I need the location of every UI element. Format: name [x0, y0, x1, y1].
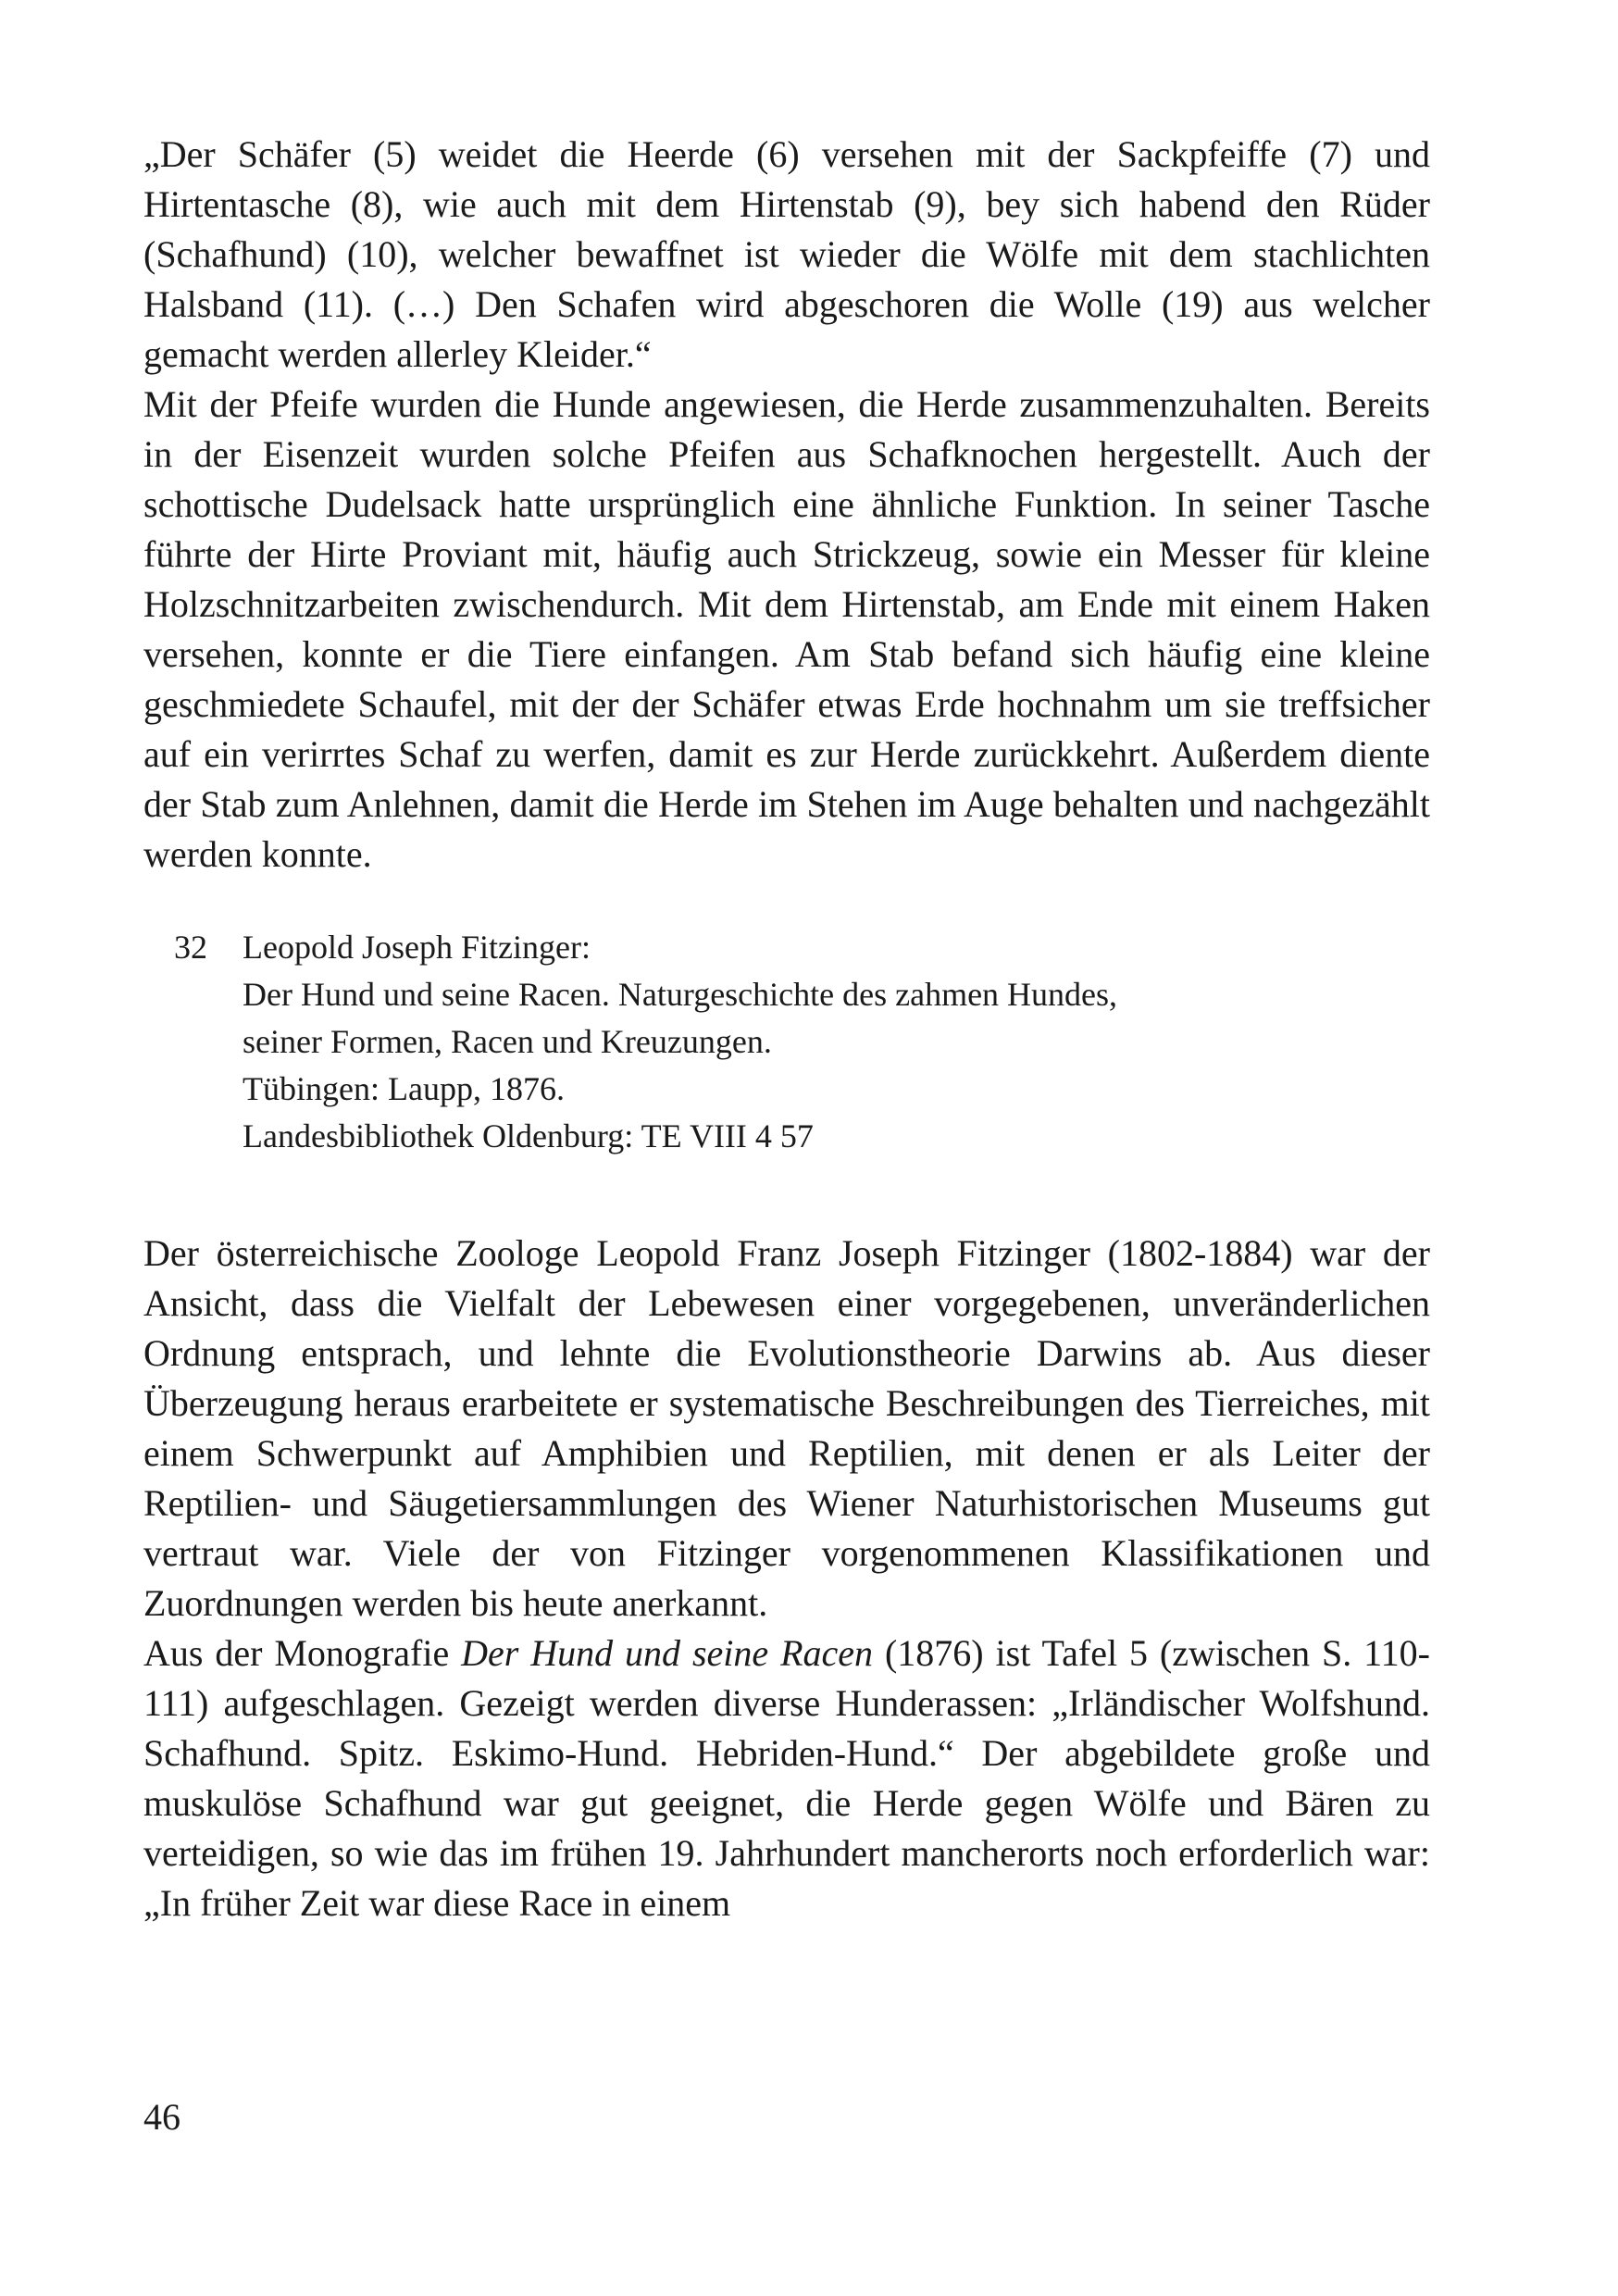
- monograph-intro: Aus der Monografie: [143, 1632, 462, 1674]
- paragraph-shepherd-tools: Mit der Pfeife wurden die Hunde angewiesen, die Herde zusammenzuhalten. Bereits in der Eisenzeit wurden solche Pfeifen aus Schafknochen hergestellt. Auch der schottische Dudelsack hatte ursprünglich eine ähnliche Funktion. In seiner Tasche führte der Hirte Proviant mit, häufig auch Strickzeug, sowie ein Messer für kleine Holzschnitzarbeiten zwischendurch. Mit dem Hirtenstab, am Ende mit einem Haken versehen, konnte er die Tiere einfangen. Am Stab befand sich häufig eine kleine geschmiedete Schaufel, mit der der Schäfer etwas Erde hochnahm um sie treffsicher auf ein verirrtes Schaf zu werfen, damit es zur Herde zurückkehrt. Außerdem diente der Stab zum Anlehnen, damit die Herde im Stehen im Auge behalten und nachgezählt werden konnte.: [143, 383, 1430, 875]
- catalog-number: 32: [174, 929, 207, 966]
- monograph-title: Der Hund und seine Racen: [461, 1632, 874, 1674]
- catalog-shelfmark: Landesbibliothek Oldenburg: TE VIII 4 57: [243, 1117, 814, 1154]
- catalog-entry: [143, 924, 1430, 1160]
- catalog-title-line-1: Der Hund und seine Racen. Naturgeschichte des zahmen Hundes,: [243, 976, 1118, 1013]
- monograph-text: (1876) ist Tafel 5 (zwischen S. 110-111) aufgeschlagen. Gezeigt werden diverse Hunderassen: „Irländischer Wolfshund. Schafhund. Spitz. Eskimo-Hund. Hebriden-Hund.“ Der abgebildete große und muskulöse Schafhund war gut geeignet, die Herde gegen Wölfe und Bären zu verteidigen, so wie das im frühen 19. Jahrhundert mancherorts noch erforderlich war: „In früher Zeit war diese Race in einem: [143, 1632, 1430, 1924]
- paragraph-fitzinger: Der österreichische Zoologe Leopold Franz Joseph Fitzinger (1802-1884) war der Ansicht, dass die Vielfalt der Lebewesen einer vorgegebenen, unveränderlichen Ordnung entsprach, und lehnte die Evolutionstheorie Darwins ab. Aus dieser Überzeugung heraus erarbeitete er systematische Beschreibungen des Tierreiches, mit einem Schwerpunkt auf Amphibien und Reptilien, mit denen er als Leiter der Reptilien- und Säugetiersammlungen des Wiener Naturhistorischen Museums gut vertraut war. Viele der von Fitzinger vorgenommenen Klassifikationen und Zuordnungen werden bis heute anerkannt.: [143, 1232, 1430, 1624]
- page-body: [143, 130, 1430, 1928]
- page-number: 46: [143, 2096, 180, 2138]
- quote-paragraph: „Der Schäfer (5) weidet die Heerde (6) versehen mit der Sackpfeiffe (7) und Hirtentasche (8), wie auch mit dem Hirtenstab (9), bey sich habend den Rüder (Schafhund) (10), welcher bewaffnet ist wieder die Wölfe mit dem stachlichten Halsband (11). (…) Den Schafen wird abgeschoren die Wolle (19) aus welcher gemacht werden allerley Kleider.“: [143, 133, 1430, 375]
- catalog-publisher: Tübingen: Laupp, 1876.: [243, 1070, 565, 1107]
- catalog-title-line-2: seiner Formen, Racen und Kreuzungen.: [243, 1023, 772, 1060]
- catalog-lines: [243, 924, 1117, 1160]
- paragraph-monograph: [143, 1628, 1430, 1928]
- catalog-author: Leopold Joseph Fitzinger:: [243, 929, 591, 966]
